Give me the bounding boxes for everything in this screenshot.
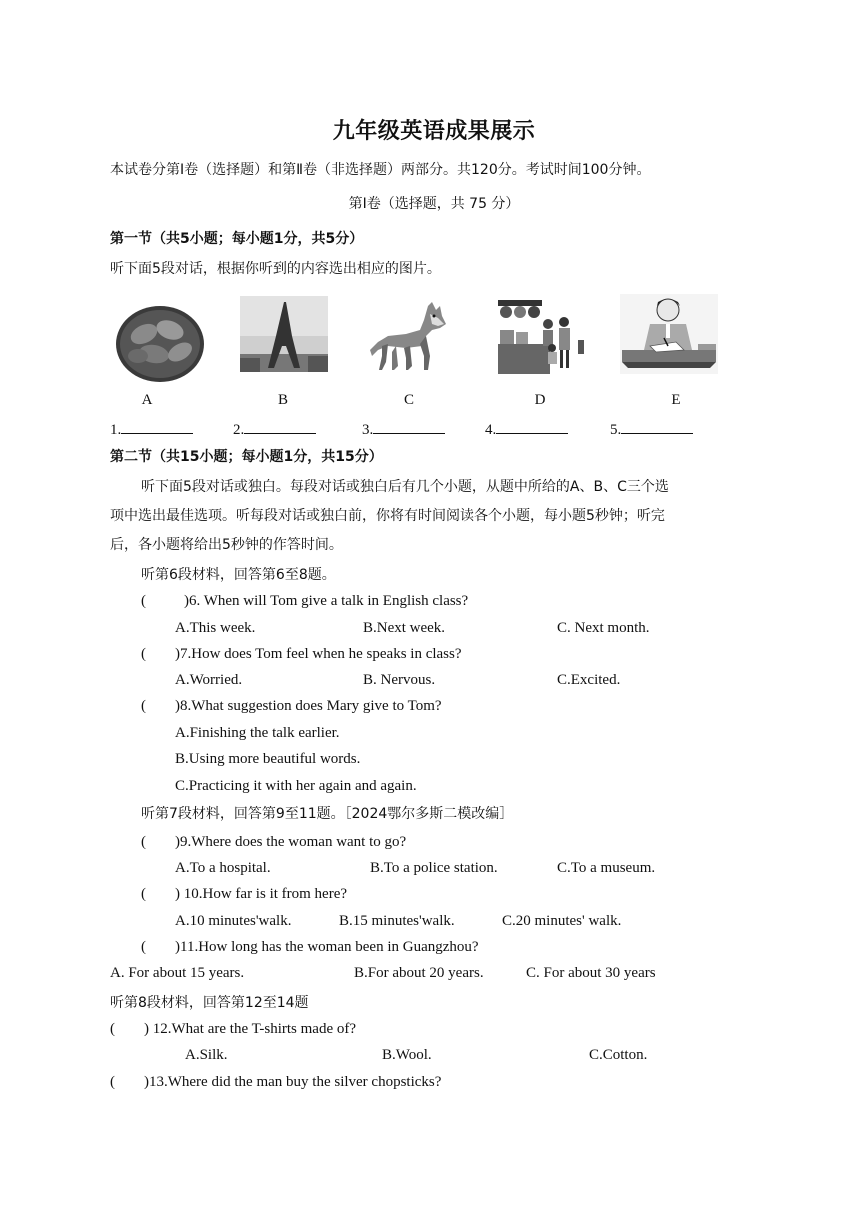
- student-writing-picture: [620, 294, 718, 374]
- q13-paren[interactable]: (: [110, 1074, 115, 1090]
- q7-option-a[interactable]: A.Worried.: [175, 672, 243, 688]
- q7-stem: )7.How does Tom feel when he speaks in class?: [175, 646, 462, 662]
- q6-option-c[interactable]: C. Next month.: [557, 620, 650, 636]
- q7-option-c[interactable]: C.Excited.: [557, 672, 621, 688]
- q10-option-c[interactable]: C.20 minutes' walk.: [502, 913, 622, 929]
- q9-stem: )9.Where does the woman want to go?: [175, 834, 407, 850]
- q9-option-b[interactable]: B.To a police station.: [370, 860, 498, 876]
- picture-label-b: B: [277, 392, 288, 408]
- answer-blank-5[interactable]: 5.: [610, 419, 693, 439]
- q6-paren[interactable]: (: [141, 593, 146, 609]
- q9-paren[interactable]: (: [141, 834, 146, 850]
- q11-stem: )11.How long has the woman been in Guangzhou?: [175, 939, 479, 955]
- picture-label-e: E: [671, 392, 681, 408]
- section2-heading: 第二节（共15小题；每小题1分，共15分）: [110, 449, 383, 465]
- q9-option-a[interactable]: A.To a hospital.: [175, 860, 271, 876]
- answer-blank-4[interactable]: 4.: [485, 419, 568, 439]
- section2-paragraph-line3: 后，各小题将给出5秒钟的作答时间。: [110, 537, 343, 553]
- q6-stem: )6. When will Tom give a talk in English class?: [184, 593, 469, 609]
- wolf-picture: [366, 300, 452, 376]
- q12-stem: ) 12.What are the T-shirts made of?: [144, 1021, 357, 1037]
- q11-option-b[interactable]: B.For about 20 years.: [354, 965, 484, 981]
- section1-heading: 第一节（共5小题；每小题1分，共5分）: [110, 231, 364, 247]
- q12-option-b[interactable]: B.Wool.: [382, 1047, 432, 1063]
- material7-heading: 听第7段材料，回答第9至11题。［2024鄂尔多斯二模改编］: [141, 806, 514, 822]
- q11-option-a[interactable]: A. For about 15 years.: [110, 965, 245, 981]
- section2-paragraph-line2: 项中选出最佳选项。听每段对话或独白前，你将有时间阅读各个小题，每小题5秒钟；听完: [110, 508, 665, 524]
- picture-label-d: D: [534, 392, 546, 408]
- q11-paren[interactable]: (: [141, 939, 146, 955]
- dumplings-picture: [114, 304, 206, 384]
- q10-stem: ) 10.How far is it from here?: [175, 886, 348, 902]
- q7-paren[interactable]: (: [141, 646, 146, 662]
- q9-option-c[interactable]: C.To a museum.: [557, 860, 656, 876]
- q6-option-a[interactable]: A.This week.: [175, 620, 256, 636]
- exam-intro: 本试卷分第Ⅰ卷（选择题）和第Ⅱ卷（非选择题）两部分。共120分。考试时间100分钟。: [110, 162, 651, 178]
- material8-heading: 听第8段材料，回答第12至14题: [110, 995, 309, 1011]
- section1-instruction: 听下面5段对话，根据你听到的内容选出相应的图片。: [110, 261, 441, 277]
- q12-option-a[interactable]: A.Silk.: [185, 1047, 228, 1063]
- q10-option-b[interactable]: B.15 minutes'walk.: [339, 913, 455, 929]
- q6-option-b[interactable]: B.Next week.: [363, 620, 446, 636]
- page-title: 九年级英语成果展示: [332, 119, 536, 144]
- picture-label-a: A: [141, 392, 153, 408]
- material6-heading: 听第6段材料，回答第6至8题。: [141, 567, 336, 583]
- part1-heading: 第Ⅰ卷（选择题，共 75 分）: [348, 196, 520, 212]
- answer-blank-2[interactable]: 2.: [233, 419, 316, 439]
- q12-paren[interactable]: (: [110, 1021, 115, 1037]
- q8-stem: )8.What suggestion does Mary give to Tom?: [175, 698, 442, 714]
- q7-option-b[interactable]: B. Nervous.: [363, 672, 436, 688]
- q8-option-b[interactable]: B.Using more beautiful words.: [175, 751, 361, 767]
- answer-blank-3[interactable]: 3.: [362, 419, 445, 439]
- q13-stem: )13.Where did the man buy the silver chopsticks?: [144, 1074, 442, 1090]
- family-shopping-picture: [494, 296, 586, 378]
- eiffel-tower-picture: [240, 296, 328, 372]
- picture-label-c: C: [403, 392, 414, 408]
- section2-paragraph-line1: 听下面5段对话或独白。每段对话或独白后有几个小题，从题中所给的A、B、C三个选: [141, 479, 669, 495]
- q10-paren[interactable]: (: [141, 886, 146, 902]
- q8-option-a[interactable]: A.Finishing the talk earlier.: [175, 725, 340, 741]
- q10-option-a[interactable]: A.10 minutes'walk.: [175, 913, 292, 929]
- q8-paren[interactable]: (: [141, 698, 146, 714]
- q12-option-c[interactable]: C.Cotton.: [589, 1047, 648, 1063]
- q8-option-c[interactable]: C.Practicing it with her again and again.: [175, 778, 417, 794]
- q11-option-c[interactable]: C. For about 30 years: [526, 965, 656, 981]
- answer-blank-1[interactable]: 1.: [110, 419, 193, 439]
